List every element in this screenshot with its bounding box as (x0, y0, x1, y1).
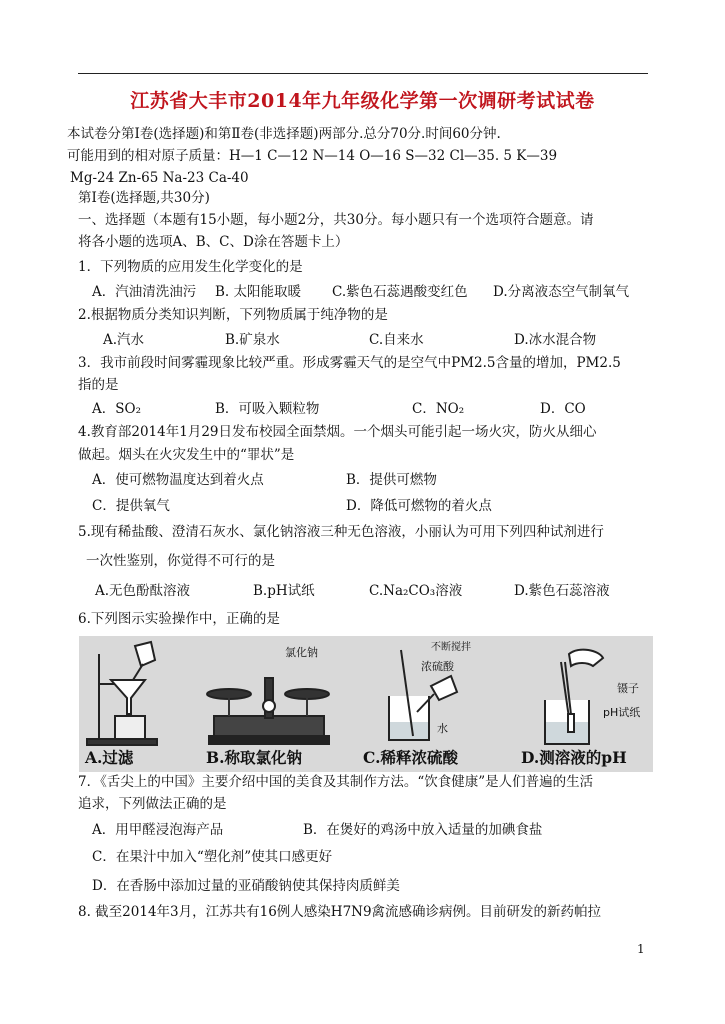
page-number: 1 (637, 942, 645, 956)
q1-option-b: B. 太阳能取暖 (215, 284, 302, 300)
q1-stem: 1．下列物质的应用发生化学变化的是 (78, 259, 303, 275)
label-acid: 浓硫酸 (421, 660, 454, 673)
q1-option-a: A．汽油清洗油污 (92, 284, 197, 300)
q5-option-c: C.Na₂CO₃溶液 (369, 583, 463, 599)
q3-stem: 3．我市前段时间雾霾现象比较严重。形成雾霾天气的是空气中PM2.5含量的增加，PM2.5 (78, 355, 621, 371)
q6-stem: 6.下列图示实验操作中，正确的是 (78, 611, 280, 627)
label-stir: 不断搅拌 (431, 642, 471, 653)
q8-stem: 8. 截至2014年3月，江苏共有16例人感染H7N9禽流感确诊病例。目前研发的新药帕拉 (78, 904, 602, 920)
label-nacl: 氯化钠 (285, 646, 318, 659)
label-water: 水 (437, 722, 448, 735)
filtration-apparatus (87, 642, 157, 745)
q5-option-b: B.pH试纸 (253, 583, 315, 599)
caption-a: A.过滤 (85, 748, 134, 767)
q7-option-b: B．在煲好的鸡汤中放入适量的加碘食盐 (303, 822, 543, 838)
q3-option-d: D．CO (540, 401, 586, 417)
q3-stem-cont: 指的是 (78, 377, 119, 393)
lab-operations-figure (79, 636, 653, 772)
intro-line-1: 本试卷分第Ⅰ卷(选择题)和第Ⅱ卷(非选择题)两部分.总分70分.时间60分钟. (67, 126, 501, 142)
q3-option-c: C．NO₂ (412, 401, 465, 417)
caption-c: C.稀释浓硫酸 (363, 748, 458, 767)
instructions-line-2: 将各小题的选项A、B、C、D涂在答题卡上） (78, 234, 349, 250)
q1-option-c: C.紫色石蕊遇酸变红色 (332, 284, 468, 300)
q2-option-d: D.冰水混合物 (514, 332, 597, 348)
q3-option-b: B．可吸入颗粒物 (215, 401, 320, 417)
label-ph-paper: pH试纸 (603, 706, 641, 719)
q4-option-c: C．提供氧气 (92, 498, 170, 514)
q5-option-d: D.紫色石蕊溶液 (514, 583, 610, 599)
section-heading: 第Ⅰ卷(选择题,共30分) (78, 190, 210, 206)
q4-option-d: D．降低可燃物的着火点 (346, 498, 492, 514)
q2-stem: 2.根据物质分类知识判断，下列物质属于纯净物的是 (78, 307, 388, 323)
page-title: 江苏省大丰市2014年九年级化学第一次调研考试试卷 (130, 90, 595, 112)
q5-stem-cont: 一次性鉴别，你觉得不可行的是 (86, 553, 275, 569)
q7-stem: 7．《舌尖上的中国》主要介绍中国的美食及其制作方法。“饮食健康”是人们普遍的生活 (78, 774, 594, 790)
intro-line-2: 可能用到的相对原子质量：H—1 C—12 N—14 O—16 S—32 Cl—35. 5 K—39 (67, 148, 558, 164)
caption-d: D.测溶液的pH (521, 748, 627, 767)
label-tweezers: 镊子 (617, 682, 639, 695)
q4-stem: 4.教育部2014年1月29日发布校园全面禁烟。一个烟头可能引起一场火灾，防火从细心 (78, 424, 597, 440)
q7-option-a: A．用甲醛浸泡海产品 (92, 822, 224, 838)
header-rule (78, 73, 648, 74)
q4-option-b: B．提供可燃物 (346, 472, 437, 488)
caption-b: B.称取氯化钠 (206, 748, 302, 767)
q7-stem-cont: 追求，下列做法正确的是 (78, 796, 227, 812)
instructions-line-1: 一、选择题（本题有15小题，每小题2分，共30分。每小题只有一个选项符合题意。请 (78, 212, 594, 228)
q5-stem: 5.现有稀盐酸、澄清石灰水、氯化钠溶液三种无色溶液，小丽认为可用下列四种试剂进行 (78, 524, 604, 540)
q7-option-d: D．在香肠中添加过量的亚硝酸钠使其保持肉质鲜美 (92, 878, 400, 894)
q7-option-c: C．在果汁中加入“塑化剂”使其口感更好 (92, 849, 333, 865)
q5-option-a: A.无色酚酞溶液 (95, 583, 191, 599)
ph-test-apparatus (545, 650, 603, 744)
balance-apparatus (207, 678, 329, 744)
q2-option-a: A.汽水 (103, 332, 145, 348)
q4-option-a: A．使可燃物温度达到着火点 (92, 472, 264, 488)
q2-option-c: C.自来水 (369, 332, 424, 348)
q1-option-d: D.分离液态空气制氧气 (493, 284, 630, 300)
q3-option-a: A．SO₂ (92, 401, 141, 417)
q2-option-b: B.矿泉水 (225, 332, 280, 348)
q4-stem-cont: 做起。烟头在火灾发生中的“罪状”是 (78, 447, 295, 463)
intro-line-3: Mg-24 Zn-65 Na-23 Ca-40 (70, 170, 249, 186)
